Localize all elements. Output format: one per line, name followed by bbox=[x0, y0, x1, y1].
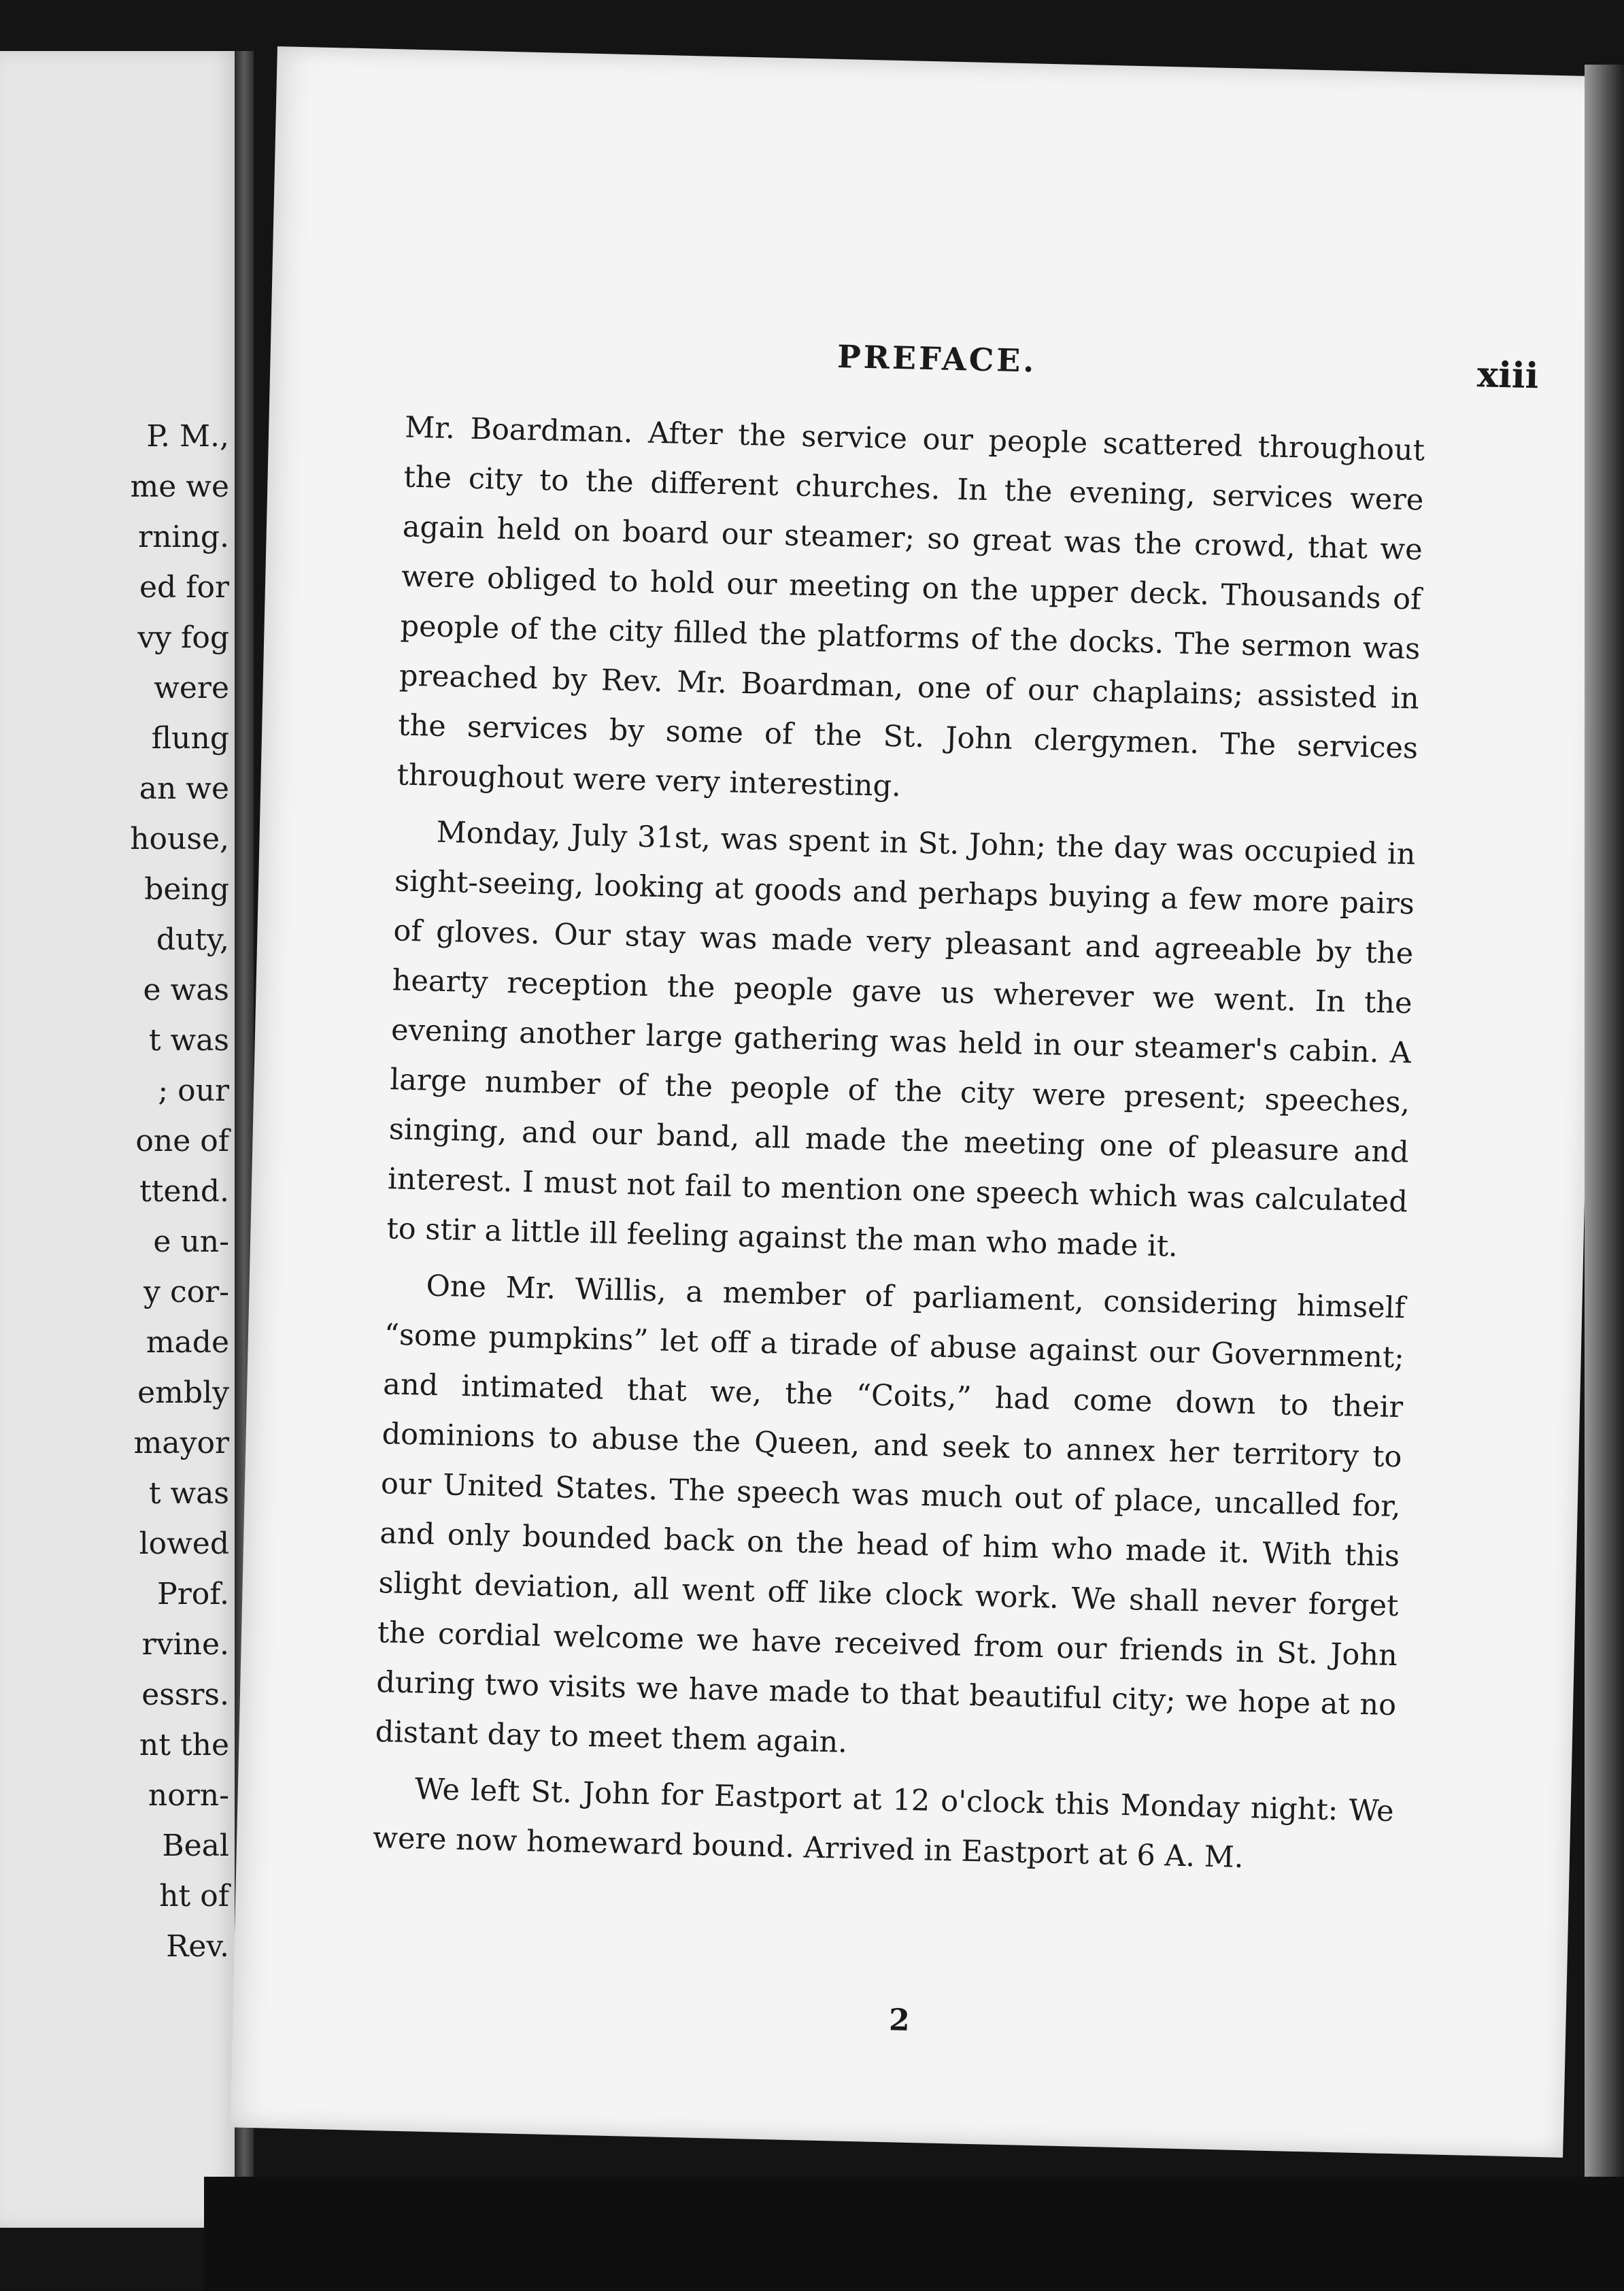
running-head: PREFACE. bbox=[836, 337, 1037, 380]
left-fragment: rvine. bbox=[141, 1627, 229, 1662]
signature-mark: 2 bbox=[888, 2003, 911, 2038]
left-fragment: e un- bbox=[153, 1224, 229, 1259]
body-text bbox=[372, 403, 1425, 1893]
left-fragment: made bbox=[146, 1325, 229, 1360]
left-fragment: vy fog bbox=[137, 620, 229, 655]
paragraph: Mr. Boardman. After the service our people scattered throughout the city to the different churches. In the evening, services were again held on board our steamer; so great was the crowd, that we were obliged to hold our meeting on the upper deck. Thousands of people of the city filled the platforms of the docks. The sermon was preached by Rev. Mr. Boardman, one of our chaplains; assisted in the services by some of the St. John clergymen. The services throughout were very interesting. bbox=[396, 410, 1425, 804]
left-fragment: y cor- bbox=[143, 1275, 229, 1309]
left-fragment: were bbox=[154, 671, 229, 705]
left-fragment: embly bbox=[137, 1375, 229, 1410]
bottom-shadow bbox=[204, 2177, 1624, 2291]
left-fragment: mayor bbox=[133, 1426, 229, 1460]
left-fragment: Beal bbox=[162, 1828, 229, 1863]
left-fragment: me we bbox=[130, 469, 229, 504]
left-fragment: ed for bbox=[139, 570, 229, 605]
left-fragment: ttend. bbox=[139, 1174, 229, 1209]
left-fragment: t was bbox=[148, 1023, 229, 1058]
left-fragment: Rev. bbox=[166, 1929, 229, 1964]
page-number: xiii bbox=[1476, 354, 1540, 397]
left-fragment: t was bbox=[148, 1476, 229, 1511]
left-fragment: an we bbox=[139, 771, 229, 806]
left-fragment: house, bbox=[130, 822, 229, 856]
page-header bbox=[270, 325, 1604, 409]
left-fragment: flung bbox=[151, 721, 229, 756]
page-edge bbox=[1585, 65, 1624, 2241]
left-fragment: one of bbox=[135, 1124, 229, 1158]
left-fragment: P. M., bbox=[146, 419, 229, 454]
paragraph: Monday, July 31st, was spent in St. John; the day was occupied in sight-seeing, looking at goods and perhaps buying a few more pairs of gloves. Our stay was made very pleasant and agreeable by the hearty reception the people gave us wherever we went. In the evening another large gathering was held in our steamer's cabin. A large number of the people of the city were present; speeches, singing, and our band, all made the meeting one of pleasure and interest. I must not fail to mention one speech which was calculated to stir a little ill feeling against the man who made it. bbox=[386, 815, 1417, 1264]
left-fragment: ht of bbox=[159, 1879, 229, 1913]
left-fragment: nt the bbox=[139, 1728, 229, 1762]
left-fragment: norn- bbox=[148, 1778, 229, 1813]
left-fragment: lowed bbox=[139, 1526, 229, 1561]
left-fragment: being bbox=[144, 872, 229, 907]
book-page bbox=[231, 46, 1610, 2158]
left-page-text-fragments bbox=[130, 412, 229, 1972]
left-fragment: ; our bbox=[158, 1073, 229, 1108]
left-fragment: rning. bbox=[138, 520, 229, 554]
left-facing-page bbox=[0, 51, 237, 2228]
left-fragment: e was bbox=[143, 973, 229, 1007]
paragraph: One Mr. Willis, a member of parliament, considering himself “some pumpkins” let off a tirade of abuse against our Government; and intimated that we, the “Coits,” had come down to their dominions to abuse the Queen, and seek to annex her territory to our United States. The speech was much out of place, uncalled for, and only bounded back on the head of him who made it. With this slight deviation, all went off like clock work. We shall never forget the cordial welcome we have received from our friends in St. John during two visits we have made to that beautiful city; we hope at no distant day to meet them again. bbox=[375, 1269, 1406, 1760]
paragraph: We left St. John for Eastport at 12 o'clock this Monday night: We were now homeward bound. Arrived in Eastport at 6 A. M. bbox=[372, 1772, 1395, 1875]
left-fragment: duty, bbox=[156, 922, 229, 957]
left-fragment: Prof. bbox=[157, 1577, 229, 1611]
left-fragment: essrs. bbox=[141, 1677, 229, 1712]
